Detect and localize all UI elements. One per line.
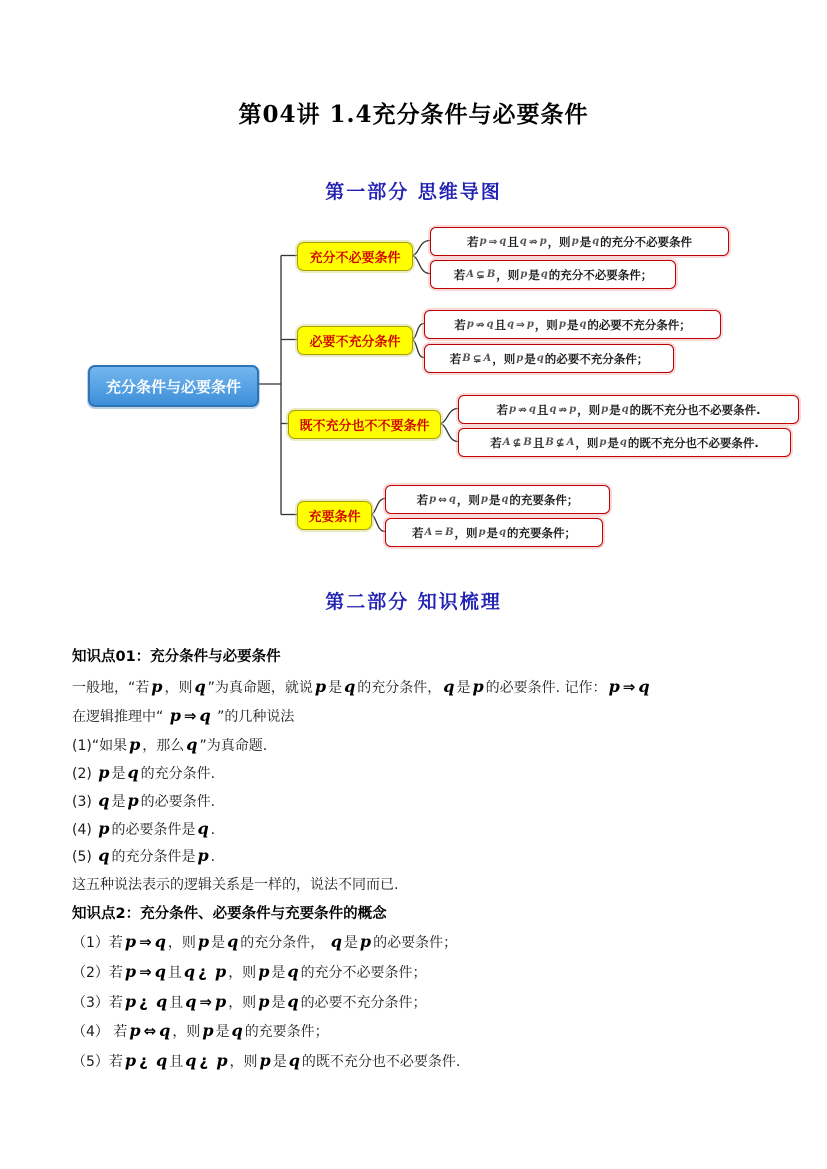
leaf-neither-1: 若 p ⇏ q 且 q ⇏ p ，则 p 是 q 的既不充分也不必要条件. (458, 395, 799, 424)
knowledge2-line: （3）若 p ¿ q 且 q ⇒ p ，则 p 是 q 的必要不充分条件； (72, 992, 427, 1011)
leaf-neither-2: 若 A ⊈ B 且 B ⊈ A ，则 p 是 q 的既不充分也不必要条件. (458, 428, 791, 457)
part1-heading: 第一部分 思维导图 (325, 181, 502, 203)
knowledge2-line: （2）若 p ⇒ q 且 q ¿ p ，则 p 是 q 的充分不必要条件； (72, 962, 427, 981)
knowledge1-line: 这五种说法表示的逻辑关系是一样的，说法不同而已. (72, 877, 399, 893)
leaf-necessary-not-sufficient-1: 若 p ⇏ q 且 q ⇒ p ，则 p 是 q 的必要不充分条件； (424, 310, 721, 339)
leaf-necessary-not-sufficient-2: 若 B ⊊ A ，则 p 是 q 的必要不充分条件； (424, 344, 674, 373)
knowledge1-line: (3) q 是 p 的必要条件. (72, 791, 216, 810)
knowledge1-heading: 知识点01：充分条件与必要条件 (72, 649, 281, 665)
knowledge2-line: （4） 若 p ⇔ q ，则 p 是 q 的充要条件； (72, 1021, 329, 1040)
part2-heading: 第二部分 知识梳理 (325, 591, 502, 613)
branch-sufficient-not-necessary: 充分不必要条件 (297, 242, 413, 271)
knowledge2-line: （1）若 p ⇒ q ，则 p 是 q 的充分条件， q 是 p 的必要条件； (72, 932, 458, 951)
knowledge2-heading: 知识点2：充分条件、必要条件与充要条件的概念 (72, 906, 387, 922)
branch-neither: 既不充分也不不要条件 (288, 410, 441, 439)
branch-necessary-not-sufficient: 必要不充分条件 (297, 326, 413, 355)
leaf-sufficient-not-necessary-1: 若 p ⇒ q 且 q ⇏ p ，则 p 是 q 的充分不必要条件 (430, 227, 729, 256)
branch-iff: 充要条件 (297, 501, 372, 530)
knowledge1-line: (5) q 的充分条件是 p . (72, 846, 216, 865)
leaf-sufficient-not-necessary-2: 若 A ⊊ B ，则 p 是 q 的充分不必要条件； (430, 260, 676, 289)
knowledge1-line: (4) p 的必要条件是 q . (72, 819, 216, 838)
mindmap-root-node: 充分条件与必要条件 (88, 365, 259, 407)
knowledge1-line: 在逻辑推理中“ p ⇒ q ”的几种说法 (72, 706, 295, 725)
knowledge1-line: 一般地，“若 p ，则 q ”为真命题，就说 p 是 q 的充分条件， q 是 p 的必要条件. 记作： p ⇒ q (72, 677, 650, 696)
leaf-iff-1: 若 p ⇔ q ，则 p 是 q 的充要条件； (385, 485, 610, 514)
leaf-iff-2: 若 A = B ，则 p 是 q 的充要条件； (385, 518, 603, 547)
knowledge2-line: （5）若 p ¿ q 且 q ¿ p ，则 p 是 q 的既不充分也不必要条件. (72, 1051, 461, 1070)
page-title: 第04讲 1.4充分条件与必要条件 (238, 101, 589, 128)
knowledge1-line: (2) p 是 q 的充分条件. (72, 763, 216, 782)
knowledge1-line: (1)“如果 p ，那么 q ”为真命题. (72, 735, 268, 754)
